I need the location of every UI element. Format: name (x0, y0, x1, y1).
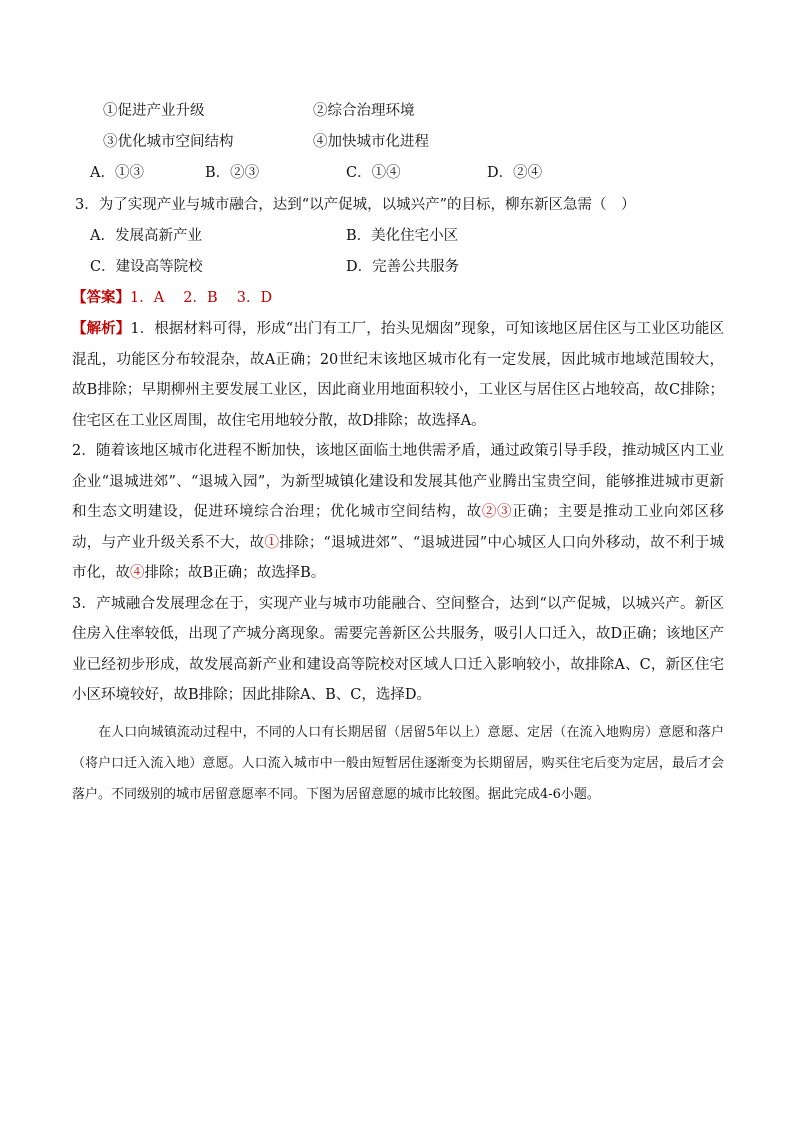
analysis-paragraph-3: 3．产城融合发展理念在于，实现产业与城市功能融合、空间整合，达到“以产促城，以城兴产。新区住房入住率较低，出现了产城分离现象。需要完善新区公共服务，吸引人口迁入，故D正确；该地区产业已经初步形成，故发展高新产业和建设高等院校对区域人口迁入影响较小，故排除A、C，新区住宅小区环境较好，故B排除；因此排除A、B、C，选择D。 (72, 595, 724, 703)
statement-3-text: ③优化城市空间结构 (103, 134, 234, 150)
statement-2-text: ②综合治理环境 (313, 103, 415, 119)
analysis-p1-text: 1．根据材料可得，形成“出门有工厂，抬头见烟囱”现象，可知该地区居住区与工业区功能区混乱，功能区分布较混杂，故A正确；20世纪末该地区城市化有一定发展，因此城市地域范围较大，故B排除；早期柳州主要发展工业区，因此商业用地面积较小，工业区与居住区占地较高，故C排除；住宅区在工业区周围，故住宅用地较分散，故D排除；故选择A。 (72, 321, 724, 429)
reading-passage (72, 717, 724, 810)
answer-line (72, 288, 272, 308)
statement-1-text: ①促进产业升级 (103, 103, 205, 119)
analysis-paragraph-1 (72, 314, 724, 436)
analysis-p2-part-d: 排除；故B正确；故选择B。 (144, 565, 326, 581)
q3-choice-c: C．建设高等院校 (90, 259, 203, 275)
analysis-p2-part-b: 正确；主要是推动工业向郊区移动，与产业升级关系不大，故 (72, 504, 725, 551)
statement-3 (103, 132, 234, 152)
passage-text: 在人口向城镇流动过程中，不同的人口有长期居留（居留5年以上）意愿、定居（在流入地购房）意愿和落户（将户口迁入流入地）意愿。人口流入城市中一般由短暂居住逐渐变为长期留居，购买住宅后变为定居，最后才会落户。不同级别的城市居留意愿率不同。下图为居留意愿的城市比较图。据此完成4-6小题。 (72, 725, 724, 802)
q2-choice-c: C．①④ (346, 165, 401, 181)
q2-choice-d: D．②④ (487, 165, 543, 181)
q3-choice-b: B．美化住宅小区 (346, 228, 459, 244)
analysis-p2-part-c: 排除；“退城进郊”、“退城进园”中心城区人口向外移动，故不利于城市化，故 (72, 534, 725, 581)
circled-1-marker: ① (264, 534, 280, 551)
answer-text: 1．A 2．B 3．D (130, 290, 273, 306)
analysis-paragraph-2 (72, 436, 724, 589)
analysis-label: 【解析】 (72, 320, 131, 337)
q3-choice-d: D．完善公共服务 (346, 259, 460, 275)
q2-choice-a: A．①③ (90, 165, 144, 181)
analysis-block (72, 314, 724, 711)
analysis-p2-part-a: 2．随着该地区城市化进程不断加快，该地区面临土地供需矛盾，通过政策引导手段，推动城区内工业企业“退城进郊”、“退城入园”，为新型城镇化建设和发展其他产业腾出宝贵空间，能够推进城市更新和生态文明建设，促进环境综合治理；优化城市空间结构，故 (72, 443, 724, 520)
circled-4-marker: ④ (130, 565, 145, 581)
answer-label: 【答案】 (72, 289, 130, 306)
statement-4-text: ④加快城市化进程 (313, 134, 429, 150)
statement-2 (313, 101, 415, 121)
circled-23-marker: ②③ (481, 504, 513, 520)
statement-1 (103, 101, 205, 121)
statement-4 (313, 132, 429, 152)
q2-choice-b: B．②③ (205, 165, 260, 181)
q3-choice-a: A．发展高新产业 (90, 228, 202, 244)
q3-stem: 3．为了实现产业与城市融合，达到“以产促城，以城兴产”的目标，柳东新区急需（ ） (75, 197, 636, 213)
